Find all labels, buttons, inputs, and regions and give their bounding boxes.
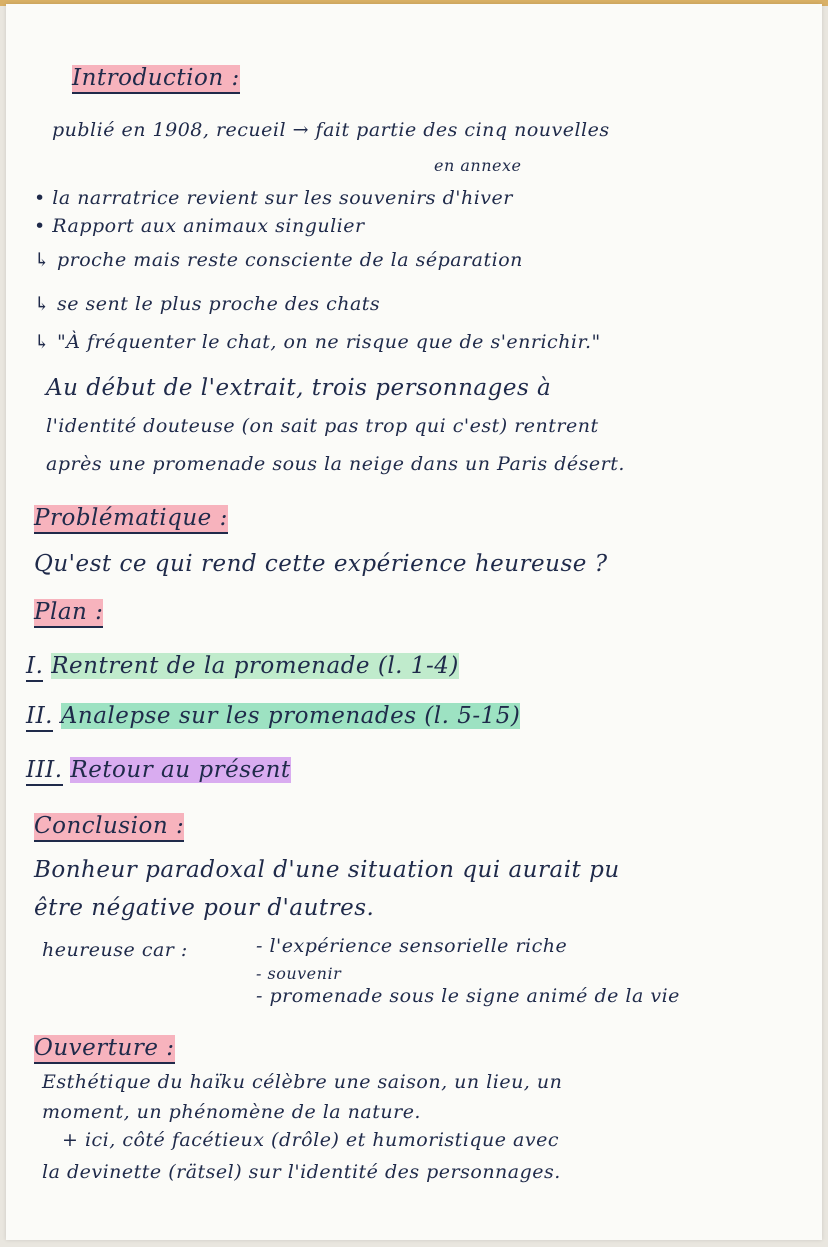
conclusion-reason-3: - promenade sous le signe animé de la vie — [256, 985, 680, 1007]
note-sheet — [6, 4, 822, 1240]
plan-item-2 — [26, 702, 520, 730]
intro-published-line: publié en 1908, recueil → fait partie des cinq nouvelles — [52, 119, 610, 141]
ouverture-heading — [34, 1034, 175, 1062]
plan-item-1 — [26, 652, 459, 680]
conclusion-line-1: Bonheur paradoxal d'une situation qui aurait pu — [34, 857, 620, 883]
intro-heading — [72, 64, 240, 92]
plan-item-3-num: III. — [26, 757, 63, 786]
intro-heading-text: Introduction : — [72, 65, 240, 94]
plan-heading — [34, 598, 103, 626]
problematique-heading-text: Problématique : — [34, 505, 228, 534]
ouverture-line-4: la devinette (rätsel) sur l'identité des personnages. — [42, 1161, 561, 1183]
intro-para-3: après une promenade sous la neige dans un Paris désert. — [46, 453, 625, 475]
conclusion-reason-2: - souvenir — [256, 964, 342, 983]
conclusion-line-2: être négative pour d'autres. — [34, 895, 375, 921]
intro-arrow-3: ↳ "À fréquenter le chat, on ne risque que de s'enrichir." — [34, 331, 601, 353]
intro-para-2: l'identité douteuse (on sait pas trop qui c'est) rentrent — [46, 415, 599, 437]
ouverture-heading-text: Ouverture : — [34, 1035, 175, 1064]
conclusion-reason-1: - l'expérience sensorielle riche — [256, 935, 568, 957]
plan-item-3 — [26, 756, 291, 784]
intro-para-1: Au début de l'extrait, trois personnages à — [46, 375, 552, 401]
plan-item-3-text: Retour au présent — [70, 757, 291, 783]
conclusion-heading-text: Conclusion : — [34, 813, 184, 842]
intro-arrow-1: ↳ proche mais reste consciente de la séparation — [34, 249, 523, 271]
plan-heading-text: Plan : — [34, 599, 103, 628]
conclusion-heureuse: heureuse car : — [42, 939, 188, 961]
intro-annexe: en annexe — [434, 156, 522, 175]
ouverture-line-1: Esthétique du haïku célèbre une saison, un lieu, un — [42, 1071, 563, 1093]
ouverture-line-3: + ici, côté facétieux (drôle) et humoristique avec — [62, 1129, 559, 1151]
plan-item-1-text: Rentrent de la promenade (l. 1-4) — [51, 653, 459, 679]
plan-item-2-num: II. — [26, 703, 53, 732]
problematique-question: Qu'est ce qui rend cette expérience heureuse ? — [34, 551, 608, 577]
conclusion-heading — [34, 812, 184, 840]
ouverture-line-2: moment, un phénomène de la nature. — [42, 1101, 421, 1123]
plan-item-1-num: I. — [26, 653, 43, 682]
intro-bullet-2: • Rapport aux animaux singulier — [34, 215, 365, 237]
problematique-heading — [34, 504, 228, 532]
plan-item-2-text: Analepse sur les promenades (l. 5-15) — [60, 703, 521, 729]
intro-bullet-1: • la narratrice revient sur les souvenirs d'hiver — [34, 187, 513, 209]
intro-arrow-2: ↳ se sent le plus proche des chats — [34, 293, 381, 315]
